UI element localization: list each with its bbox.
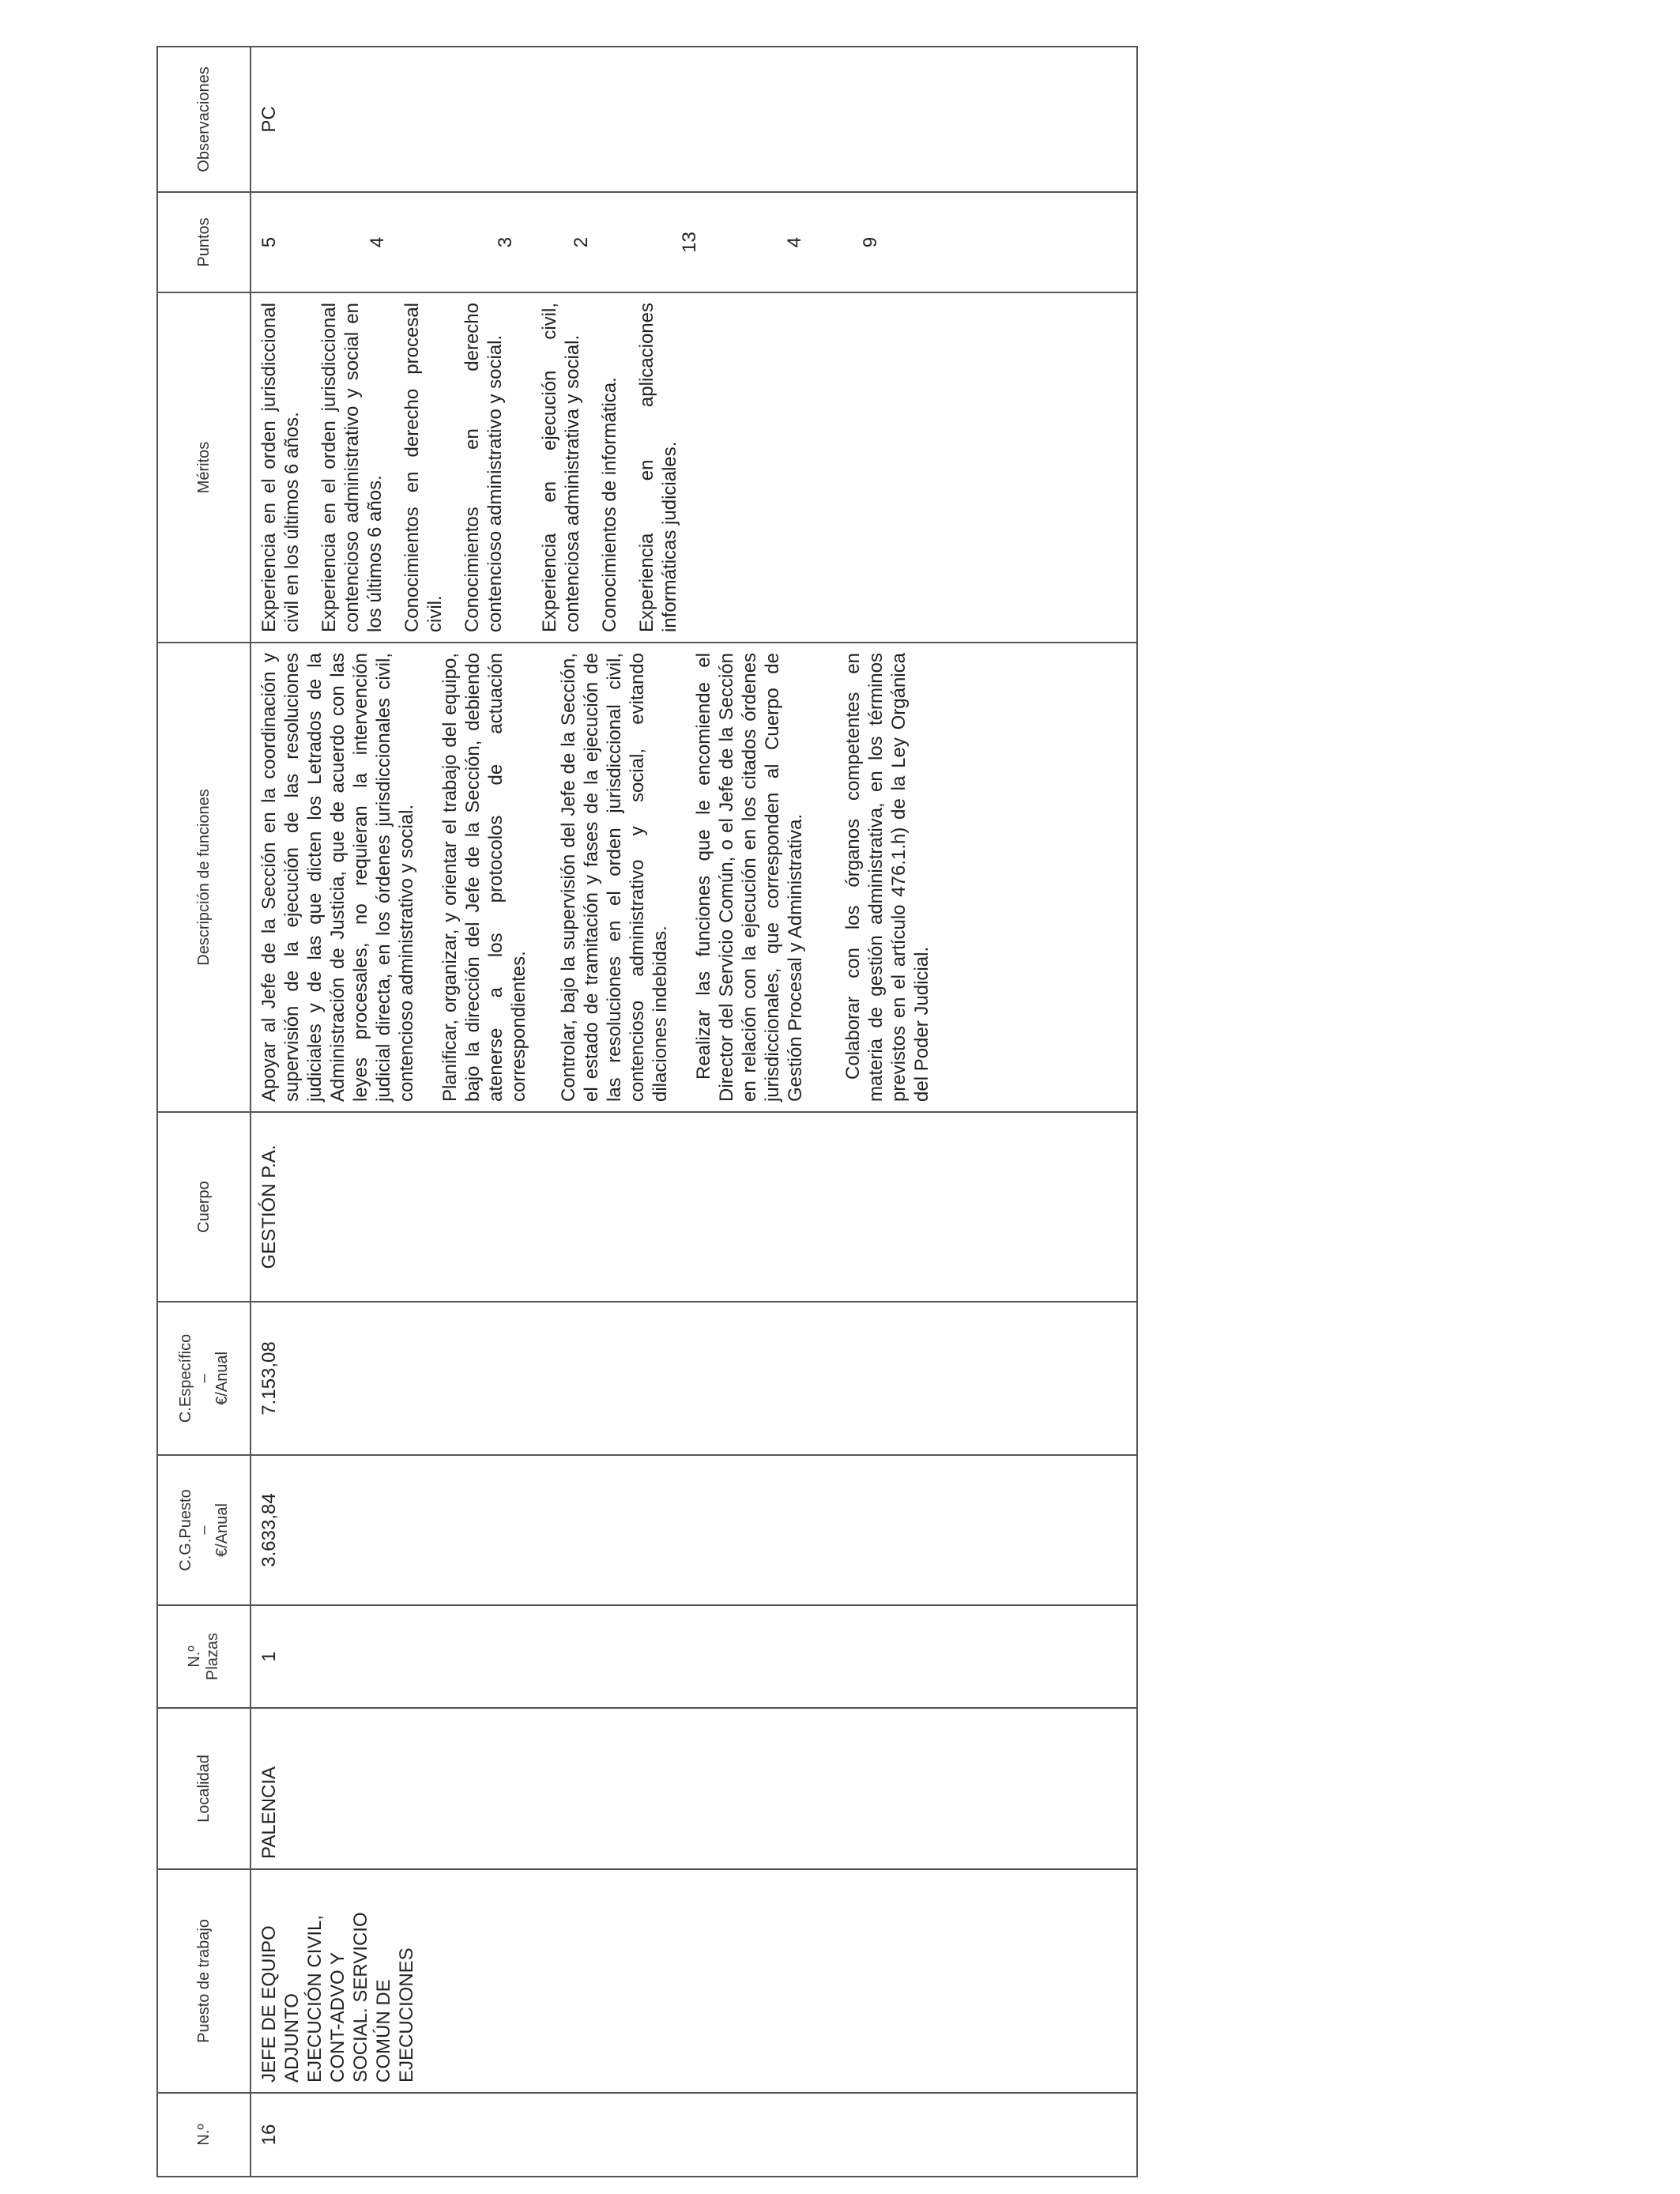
cell-observaciones: PC: [250, 47, 1137, 192]
header-cuerpo: Cuerpo: [157, 1112, 250, 1302]
rotated-page: [156, 47, 1138, 2177]
merito-item: Conocimientos en derecho procesal civil.: [401, 303, 446, 632]
positions-table: [156, 46, 1138, 2177]
merito-item: Experiencia en el orden jurisdiccional civil en los últimos 6 años.: [258, 303, 303, 632]
table-row: [250, 47, 1137, 2177]
header-cg-puesto: [157, 1455, 250, 1605]
punto-item: 2: [571, 236, 592, 248]
merito-item: Experiencia en ejecución civil, contenciosa administrativa y social.: [539, 303, 583, 632]
punto-item: 3: [495, 236, 516, 248]
header-row: [157, 47, 250, 2177]
funcion-item: Realizar las funciones que le encomiende el Director del Servicio Común, o el Jefe de la Sección en relación con la ejecución en los citados órdenes jurisdiccionales, que corresponden al Cuerpo de Gestión Procesal y Administrativa.: [693, 653, 806, 1102]
merito-item: Conocimientos en derecho contencioso administrativo y social.: [461, 303, 506, 632]
header-cg-line2: –: [194, 1525, 213, 1535]
cell-meritos: [250, 292, 1137, 643]
funcion-item: Controlar, bajo la supervisión del Jefe de la Sección, el estado de tramitación y fases de la ejecución de las resoluciones en el orden jurisdiccional civil, contencioso administrativo y social, evitando dilaciones indebidas.: [558, 653, 671, 1102]
punto-item: 9: [860, 236, 881, 248]
funcion-item: Planificar, organizar, y orientar el trabajo del equipo, bajo la dirección del Jefe de la Sección, debiendo atenerse a los protocolos de actuación correspondientes.: [439, 653, 529, 1102]
header-plazas-line2: Plazas: [204, 1632, 221, 1681]
cell-puesto: JEFE DE EQUIPO ADJUNTO EJECUCIÓN CIVIL, CONT-ADVO Y SOCIAL. SERVICIO COMÚN DE EJECUCIONES: [250, 1869, 1137, 2093]
funcion-item: Colaborar con los órganos competentes en materia de gestión administrativa, en los términos previstos en el artículo 476.1.h) de la Ley Orgánica del Poder Judicial.: [842, 653, 932, 1102]
header-ce-line2: –: [194, 1374, 213, 1383]
punto-item: 5: [258, 236, 280, 248]
punto-item: 13: [679, 232, 700, 253]
cell-puntos: [250, 192, 1137, 292]
cell-funciones: [250, 643, 1137, 1112]
header-observaciones: Observaciones: [157, 47, 250, 192]
header-meritos: Méritos: [157, 292, 250, 643]
header-cg-line1: C.G.Puesto: [176, 1489, 194, 1571]
funcion-item: Apoyar al Jefe de la Sección en la coordinación y supervisión de la ejecución de las resoluciones judiciales y de las que dicten los Letrados de la Administración de Justicia, que de acuerdo con las leyes procesales, no requieran la intervención judicial directa, en los órdenes jurisdiccionales civil, contencioso administrativo y social.: [258, 653, 417, 1102]
merito-item: Conocimientos de informática.: [599, 377, 620, 632]
header-cg-line3: €/Anual: [213, 1503, 231, 1557]
header-descripcion: Descripción de funciones: [157, 643, 250, 1112]
merito-item: Experiencia en el orden jurisdiccional contencioso administrativo y social en los últimos 6 años.: [318, 303, 386, 632]
cell-cg-puesto: 3.633,84: [250, 1455, 1137, 1605]
header-ce-line3: €/Anual: [213, 1351, 231, 1405]
cell-cuerpo: GESTIÓN P.A.: [250, 1112, 1137, 1302]
header-plazas-line1: N.º: [186, 1646, 203, 1668]
header-localidad: Localidad: [157, 1708, 250, 1869]
header-puntos: Puntos: [157, 192, 250, 292]
header-ce-line1: C.Específico: [176, 1333, 194, 1423]
cell-localidad: PALENCIA: [250, 1708, 1137, 1869]
cell-num: 16: [250, 2093, 1137, 2177]
cell-c-especifico: 7.153,08: [250, 1302, 1137, 1455]
header-c-especifico: [157, 1302, 250, 1455]
cell-plazas: 1: [250, 1605, 1137, 1708]
punto-item: 4: [367, 236, 388, 248]
punto-item: 4: [784, 236, 805, 248]
header-num: N.º: [157, 2093, 250, 2177]
header-plazas: [157, 1605, 250, 1708]
merito-item: Experiencia en aplicaciones informáticas judiciales.: [636, 303, 680, 632]
header-puesto: Puesto de trabajo: [157, 1869, 250, 2093]
